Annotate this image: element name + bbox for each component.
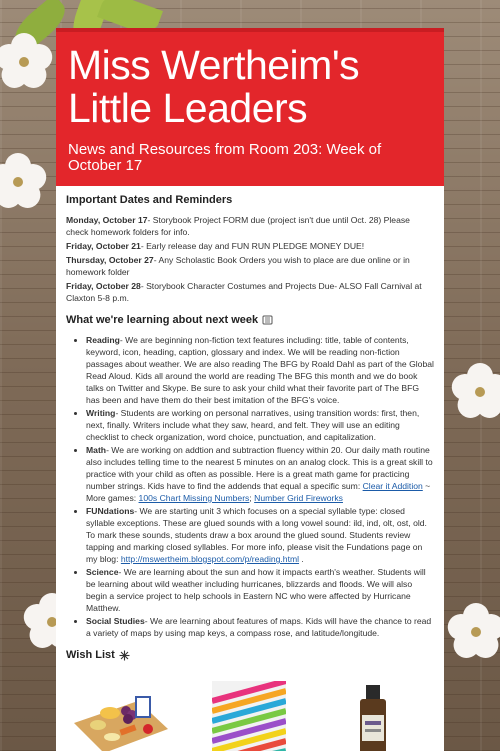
clear-it-addition-link[interactable]: Clear it Addition: [362, 481, 423, 491]
number-grid-fireworks-link[interactable]: Number Grid Fireworks: [254, 493, 343, 503]
flower-decoration: [0, 30, 56, 94]
learning-section: [66, 314, 434, 639]
snacks-image: [70, 683, 170, 751]
page-subtitle: News and Resources from Room 203: Week of October 17: [68, 141, 382, 174]
flower-decoration: [0, 150, 50, 214]
colorful-straws-image: [212, 681, 286, 751]
page-title: Miss Wertheim's Little Leaders: [68, 42, 360, 131]
important-dates-section: [66, 194, 434, 304]
fundations-blog-link[interactable]: http://mswertheim.blogspot.com/p/reading.html: [120, 554, 300, 564]
hundreds-chart-link[interactable]: 100s Chart Missing Numbers: [138, 493, 250, 503]
newsletter-card: [56, 28, 444, 751]
flower-decoration: [444, 600, 500, 664]
essential-oil-bottle-image: [356, 685, 390, 751]
sparkle-icon: [119, 650, 130, 661]
date-item: Monday, October 17- Storybook Project FORM due (project isn't due until Oct. 28) Please check homework folders for info.: [66, 215, 410, 237]
date-item: Thursday, October 27- Any Scholastic Book Orders you wish to place are due online or in homework folder: [66, 255, 410, 277]
list-item-reading: • Reading- We are beginning non-fiction text features including: title, table of contents, keyword, icon, heading, caption, glossary and index. We will be reading non-fiction passages about weather. We are also reading The BFG by Roald Dahl as part of the Global Read Aloud. Kids all around the world are reading The BFG this month and we do book talks on Twitter and Skype. Be sure to ask your child what their favorite part of The BFG has been and have them do their best imitation of the BFG's voice.: [86, 334, 434, 406]
flower-decoration: [448, 360, 500, 424]
list-item-fundations: • FUNdations- We are starting unit 3 which focuses on a special syllable type: closed syllable exceptions. These are glued sounds with a long vowel sound: ild, ind, olt, ost, old. To mark these sounds, students draw a box around the glued sound. Students review tapping and marking closed syllables. For more info, please visit the Fundations page on my blog: http://mswertheim.blogspot.com/p/reading.html .: [86, 505, 434, 565]
newsletter-header: [56, 28, 444, 186]
list-item-social-studies: • Social Studies- We are learning about features of maps. Kids will have the chance to read a variety of maps by using map keys, a compass rose, and latitude/longitude.: [86, 615, 434, 639]
wish-list-section: [66, 649, 434, 751]
list-item-math: • Math- We are working on addtion and subtraction fluency within 20. Our daily math routine also includes telling time to the nearest 5 minutes on an analog clock. This is a great skill to practice with your child as often as possible. Here is a great math game for practicing number strings. Kids have to find the addends that equal a specific sum: Clear it Addition ~ More games: 100s Chart Missing Numbers; Number Grid Fireworks: [86, 444, 434, 504]
date-item: Friday, October 28- Storybook Character Costumes and Projects Due- ALSO Fall Carnival at Claxton 5-8 p.m.: [66, 281, 422, 303]
section-heading: What we're learning about next week: [66, 314, 434, 326]
date-item: Friday, October 21- Early release day and FUN RUN PLEDGE MONEY DUE!: [66, 241, 365, 251]
section-heading: Important Dates and Reminders: [66, 194, 233, 206]
list-item-writing: • Writing- Students are working on personal narratives, using transition words: first, then, next, finally. Writers include what they saw, heard, and felt. They will use an editing checklist to check organization, word choice, punctuation, and capitalization.: [86, 407, 434, 443]
book-icon: [262, 315, 273, 325]
list-item-science: • Science- We are learning about the sun and how it impacts earth's weather. Students will be learning about wild weather including hurricanes, blizzards and floods. We will also begin a service project to help schools in Eastern NC who were affected by Hurricane Matthew.: [86, 566, 434, 614]
section-heading: Wish List: [66, 649, 434, 661]
